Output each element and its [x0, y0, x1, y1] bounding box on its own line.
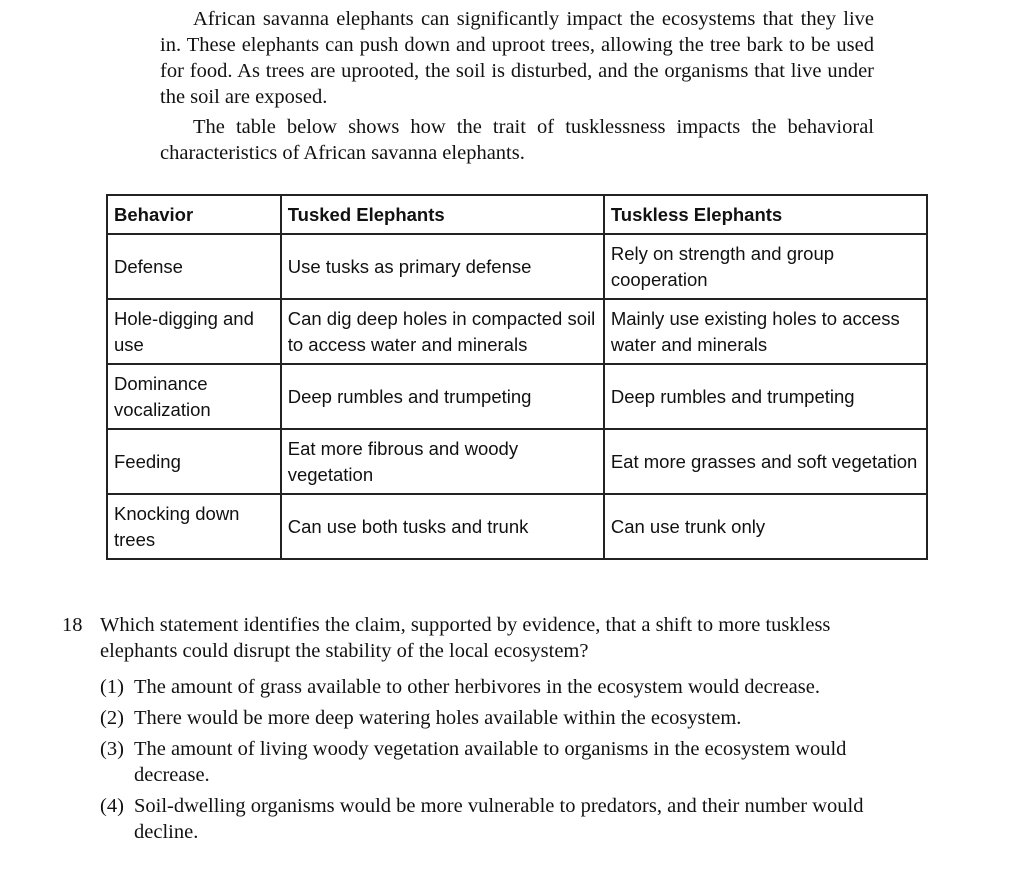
column-header-tusked: Tusked Elephants	[281, 195, 604, 234]
option-text: The amount of living woody vegetation available to organisms in the ecosystem would decrease.	[134, 738, 847, 786]
table-row	[107, 429, 927, 494]
passage-paragraph: African savanna elephants can significantly impact the ecosystems that they live in. These elephants can push down and uproot trees, allowing the tree bark to be used for food. As trees are uprooted, the soil is disturbed, and the organisms that live under the soil are exposed.	[160, 8, 874, 108]
tuskless-cell: Eat more grasses and soft vegetation	[604, 429, 927, 494]
passage	[160, 6, 874, 170]
option-label: (1)	[100, 676, 124, 698]
tusked-cell: Can dig deep holes in compacted soil to access water and minerals	[281, 299, 604, 364]
behavior-cell: Hole-digging and use	[107, 299, 281, 364]
column-header-tuskless: Tuskless Elephants	[604, 195, 927, 234]
tuskless-cell: Deep rumbles and trumpeting	[604, 364, 927, 429]
answer-option-3[interactable]	[100, 736, 892, 788]
table-header-row	[107, 195, 927, 234]
tusked-cell: Eat more fibrous and woody vegetation	[281, 429, 604, 494]
column-header-behavior: Behavior	[107, 195, 281, 234]
behavior-cell: Knocking down trees	[107, 494, 281, 559]
tusked-cell: Can use both tusks and trunk	[281, 494, 604, 559]
behavior-cell: Defense	[107, 234, 281, 299]
passage-paragraph: The table below shows how the trait of tusklessness impacts the behavioral characteristics of African savanna elephants.	[160, 116, 874, 164]
option-text: The amount of grass available to other herbivores in the ecosystem would decrease.	[134, 676, 820, 698]
answer-option-2[interactable]	[100, 705, 892, 731]
question-stem	[62, 612, 892, 664]
behavior-cell: Feeding	[107, 429, 281, 494]
table-row	[107, 364, 927, 429]
behavior-cell: Dominance vocalization	[107, 364, 281, 429]
option-text: Soil-dwelling organisms would be more vulnerable to predators, and their number would decline.	[134, 795, 864, 843]
behavior-table	[106, 194, 928, 560]
tusked-cell: Deep rumbles and trumpeting	[281, 364, 604, 429]
table-row	[107, 299, 927, 364]
option-label: (2)	[100, 707, 124, 729]
option-text: There would be more deep watering holes available within the ecosystem.	[134, 707, 742, 729]
tuskless-cell: Rely on strength and group cooperation	[604, 234, 927, 299]
tuskless-cell: Can use trunk only	[604, 494, 927, 559]
table-row	[107, 494, 927, 559]
question-text: Which statement identifies the claim, supported by evidence, that a shift to more tuskless elephants could disrupt the stability of the local ecosystem?	[100, 614, 831, 662]
option-label: (3)	[100, 738, 124, 760]
question-number: 18	[62, 614, 83, 636]
tusked-cell: Use tusks as primary defense	[281, 234, 604, 299]
tuskless-cell: Mainly use existing holes to access water and minerals	[604, 299, 927, 364]
table-row	[107, 234, 927, 299]
option-label: (4)	[100, 795, 124, 817]
answer-options	[100, 674, 892, 845]
answer-option-1[interactable]	[100, 674, 892, 700]
question-18	[62, 612, 892, 850]
answer-option-4[interactable]	[100, 793, 892, 845]
